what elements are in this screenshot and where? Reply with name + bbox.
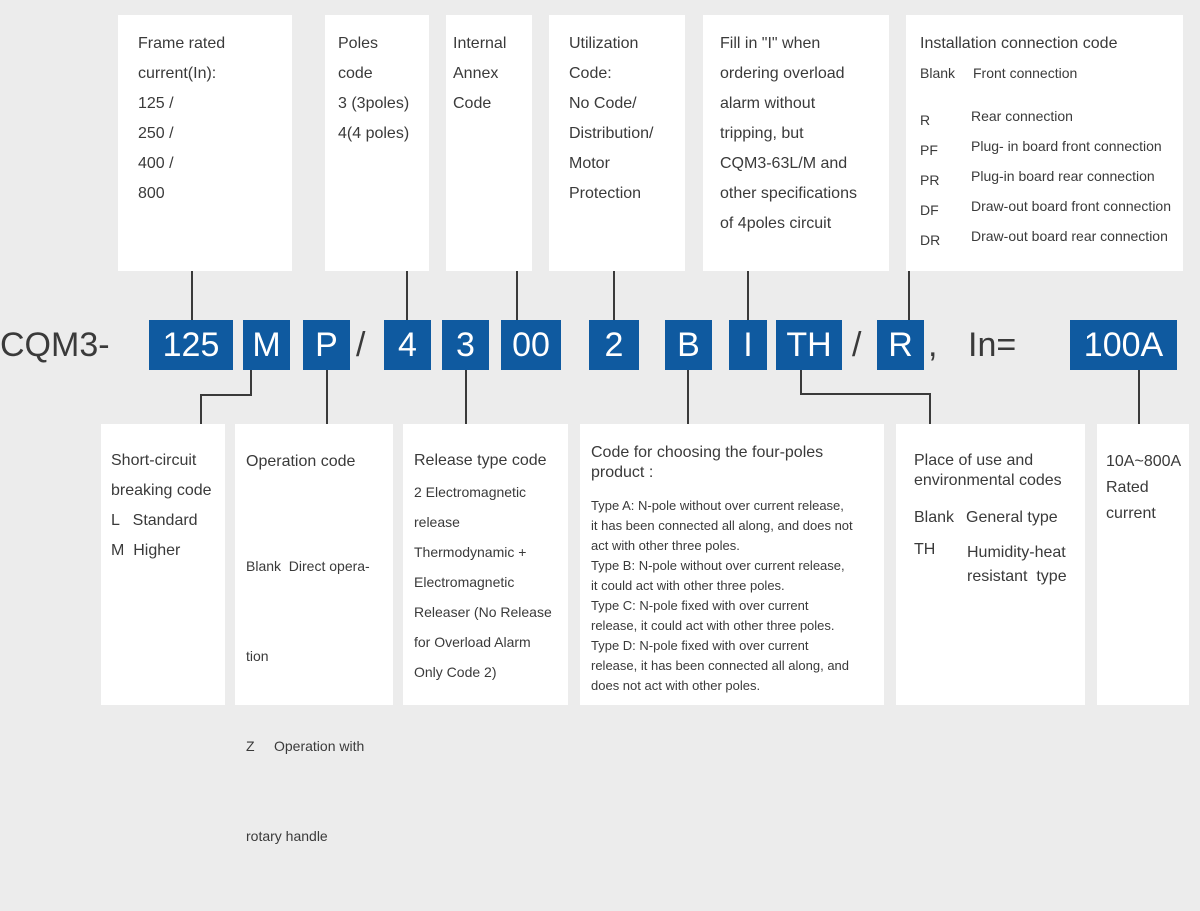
connector-release bbox=[465, 370, 467, 424]
short-line-1: Short-circuit bbox=[111, 452, 197, 469]
release-title: Release type code bbox=[414, 452, 547, 469]
install-blank-desc: Front connection bbox=[973, 65, 1078, 81]
place-title-2: environmental codes bbox=[914, 472, 1062, 489]
code-environment: TH bbox=[776, 320, 842, 370]
frame-line-1: Frame rated bbox=[138, 35, 226, 52]
frame-line-3: 125 / bbox=[138, 95, 174, 112]
frame-line-2: current(In): bbox=[138, 65, 217, 82]
connector-place-v2 bbox=[929, 393, 931, 424]
release-type-panel bbox=[403, 424, 568, 705]
install-code-df: DF bbox=[920, 202, 939, 218]
fill-line-4: tripping, but bbox=[720, 125, 804, 142]
separator-slash-2: / bbox=[852, 326, 862, 364]
connector-fill bbox=[747, 271, 749, 320]
install-code-pr: PR bbox=[920, 172, 940, 188]
operation-title: Operation code bbox=[246, 453, 356, 470]
poles-line-4: 4(4 poles) bbox=[338, 125, 410, 142]
short-line-4: M Higher bbox=[111, 542, 181, 559]
separator-slash-1: / bbox=[356, 326, 366, 364]
overload-alarm-panel bbox=[703, 15, 889, 271]
connector-util bbox=[613, 271, 615, 320]
util-line-1: Utilization bbox=[569, 35, 639, 52]
connector-place-v1 bbox=[800, 370, 802, 394]
install-desc-df: Draw-out board front connection bbox=[971, 198, 1171, 214]
release-line-4: Electromagnetic bbox=[414, 574, 515, 590]
fourpole-line-1: Type A: N-pole without over current release, bbox=[591, 498, 844, 513]
code-poles: 4 bbox=[384, 320, 431, 370]
utilization-code-panel bbox=[549, 15, 685, 271]
rated-line-2: Rated bbox=[1106, 479, 1149, 496]
connector-operation bbox=[326, 370, 328, 424]
fourpole-line-9: release, it has been connected all along, and bbox=[591, 658, 850, 673]
operation-line-4: rotary handle bbox=[246, 828, 328, 844]
util-line-2: Code: bbox=[569, 65, 612, 82]
install-code-r: R bbox=[920, 112, 931, 128]
release-line-2: release bbox=[414, 514, 460, 530]
fill-line-7: of 4poles circuit bbox=[720, 215, 832, 232]
connector-install bbox=[908, 271, 910, 320]
operation-line-2: tion bbox=[246, 648, 269, 664]
util-line-3: No Code/ bbox=[569, 95, 637, 112]
annex-line-3: Code bbox=[453, 95, 492, 112]
annex-line-1: Internal bbox=[453, 35, 507, 52]
place-blank-code: Blank bbox=[914, 509, 955, 526]
fill-line-1: Fill in "I" when bbox=[720, 35, 821, 52]
operation-line-3: Z Operation with bbox=[246, 738, 365, 754]
install-code-pf: PF bbox=[920, 142, 938, 158]
fourpole-line-8: Type D: N-pole fixed with over current bbox=[591, 638, 809, 653]
place-of-use-panel bbox=[896, 424, 1085, 705]
poles-line-3: 3 (3poles) bbox=[338, 95, 410, 112]
place-th-desc-1: Humidity-heat bbox=[967, 544, 1066, 561]
frame-line-4: 250 / bbox=[138, 125, 174, 142]
fill-line-6: other specifications bbox=[720, 185, 857, 202]
connector-poles bbox=[406, 271, 408, 320]
util-line-5: Motor bbox=[569, 155, 610, 172]
place-blank-desc: General type bbox=[966, 509, 1058, 526]
fill-line-2: ordering overload bbox=[720, 65, 845, 82]
install-desc-pf: Plug- in board front connection bbox=[971, 138, 1162, 154]
fourpole-line-4: Type B: N-pole without over current release, bbox=[591, 558, 845, 573]
connector-place-h bbox=[800, 393, 931, 395]
poles-line-2: code bbox=[338, 65, 373, 82]
fourpole-title-2: product : bbox=[591, 464, 654, 481]
install-blank-code: Blank bbox=[920, 65, 956, 81]
rated-line-1: 10A~800A bbox=[1106, 453, 1182, 470]
fourpole-line-2: it has been connected all along, and does not bbox=[591, 518, 853, 533]
fourpole-line-6: Type C: N-pole fixed with over current bbox=[591, 598, 809, 613]
install-desc-r: Rear connection bbox=[971, 108, 1073, 124]
fill-line-5: CQM3-63L/M and bbox=[720, 155, 848, 172]
install-desc-dr: Draw-out board rear connection bbox=[971, 228, 1168, 244]
rated-current-label: In= bbox=[968, 326, 1017, 364]
rated-line-3: current bbox=[1106, 505, 1156, 522]
short-line-3: L Standard bbox=[111, 512, 198, 529]
code-release-type: 3 bbox=[442, 320, 489, 370]
frame-line-6: 800 bbox=[138, 185, 165, 202]
model-prefix: CQM3- bbox=[0, 326, 110, 364]
code-internal-annex: 00 bbox=[501, 320, 561, 370]
poles-code-panel bbox=[325, 15, 429, 271]
release-line-3: Thermodynamic + bbox=[414, 544, 527, 560]
operation-code-panel bbox=[235, 424, 393, 844]
fourpole-title-1: Code for choosing the four-poles bbox=[591, 444, 824, 461]
place-title-1: Place of use and bbox=[914, 452, 1034, 469]
util-line-4: Distribution/ bbox=[569, 125, 654, 142]
connector-short-v1 bbox=[250, 370, 252, 395]
fourpole-line-7: release, it could act with other three poles. bbox=[591, 618, 835, 633]
frame-rated-current-panel bbox=[118, 15, 292, 271]
release-line-6: for Overload Alarm bbox=[414, 634, 531, 650]
util-line-6: Protection bbox=[569, 185, 642, 202]
short-circuit-panel bbox=[101, 424, 225, 705]
code-installation: R bbox=[877, 320, 924, 370]
connector-short-h bbox=[200, 394, 252, 396]
annex-line-2: Annex bbox=[453, 65, 499, 82]
separator-comma: , bbox=[928, 326, 938, 364]
release-line-5: Releaser (No Release bbox=[414, 604, 552, 620]
connector-annex bbox=[516, 271, 518, 320]
release-line-1: 2 Electromagnetic bbox=[414, 484, 527, 500]
place-th-desc-2: resistant type bbox=[967, 568, 1067, 585]
fourpole-line-3: act with other three poles. bbox=[591, 538, 740, 553]
connector-short-v2 bbox=[200, 394, 202, 424]
place-th-code: TH bbox=[914, 541, 936, 558]
poles-line-1: Poles bbox=[338, 35, 379, 52]
install-desc-pr: Plug-in board rear connection bbox=[971, 168, 1155, 184]
four-pole-panel bbox=[580, 424, 884, 705]
connector-fourpole bbox=[687, 370, 689, 424]
fourpole-line-10: does not act with other poles. bbox=[591, 678, 761, 693]
internal-annex-panel bbox=[446, 15, 532, 271]
code-utilization: 2 bbox=[589, 320, 639, 370]
code-operation: P bbox=[303, 320, 350, 370]
installation-connection-panel bbox=[906, 15, 1183, 271]
code-rated-current: 100A bbox=[1070, 320, 1177, 370]
fill-line-3: alarm without bbox=[720, 95, 816, 112]
install-code-dr: DR bbox=[920, 232, 941, 248]
rated-current-panel bbox=[1097, 424, 1189, 705]
code-frame-current: 125 bbox=[149, 320, 233, 370]
code-short-circuit: M bbox=[243, 320, 290, 370]
install-title: Installation connection code bbox=[920, 35, 1118, 52]
connector-frame bbox=[191, 271, 193, 320]
release-line-7: Only Code 2) bbox=[414, 664, 497, 680]
connector-rated bbox=[1138, 370, 1140, 424]
operation-line-1: Blank Direct opera- bbox=[246, 558, 370, 574]
code-overload-alarm: I bbox=[729, 320, 767, 370]
frame-line-5: 400 / bbox=[138, 155, 174, 172]
short-line-2: breaking code bbox=[111, 482, 212, 499]
code-four-pole: B bbox=[665, 320, 712, 370]
fourpole-line-5: it could act with other three poles. bbox=[591, 578, 785, 593]
